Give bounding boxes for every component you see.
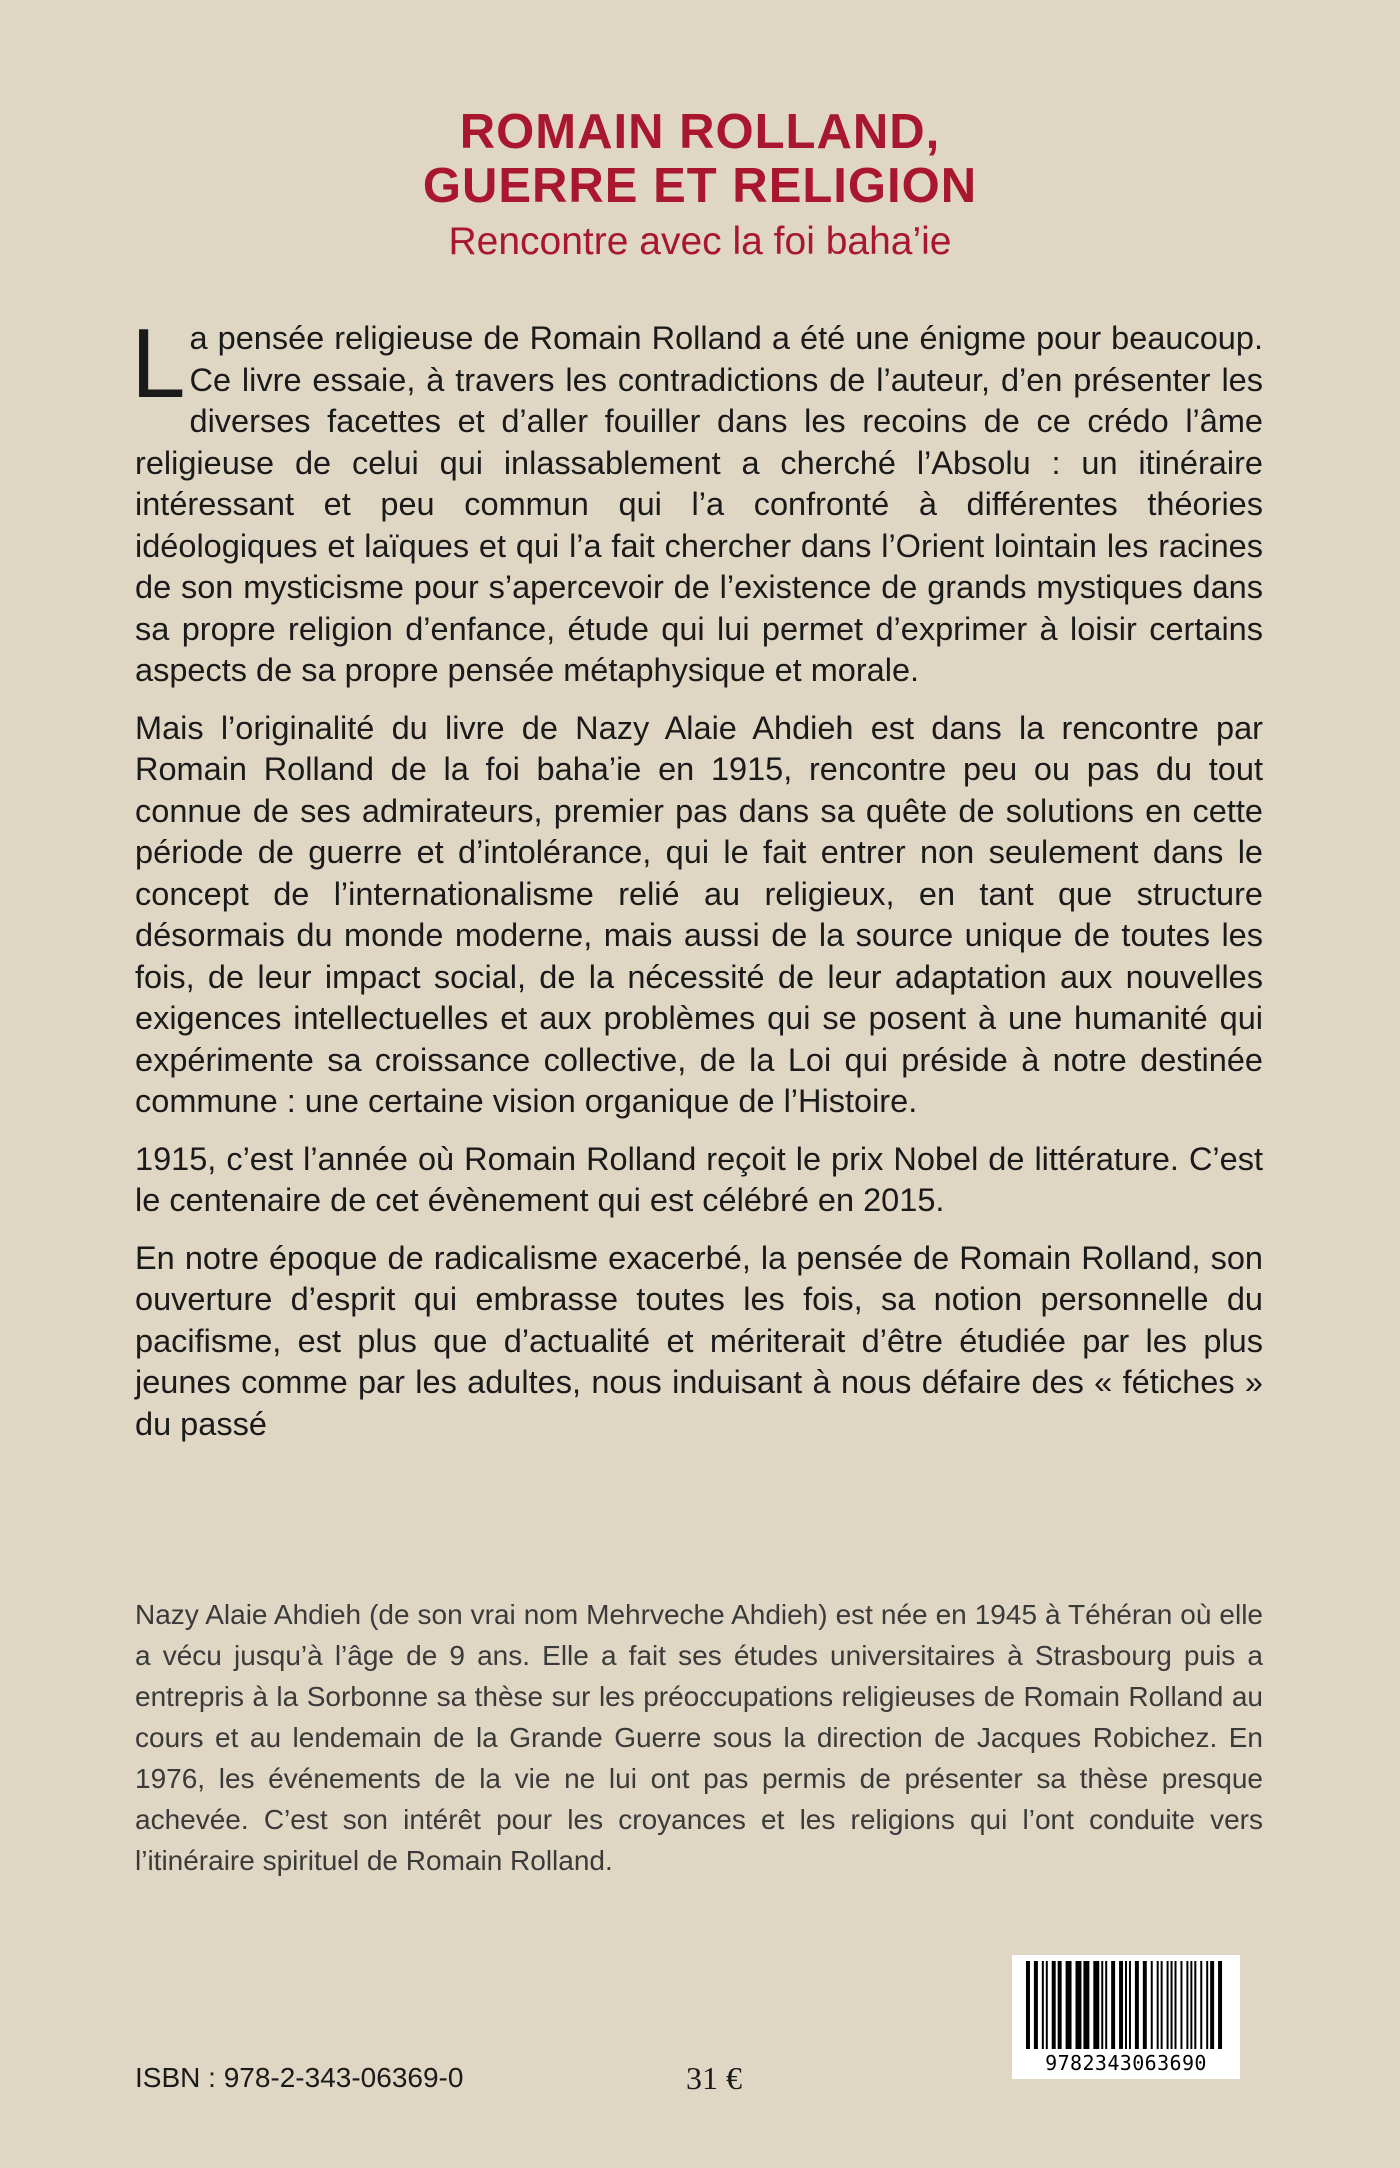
subtitle: Rencontre avec la foi baha’ie bbox=[448, 220, 952, 263]
price-label: 31 € bbox=[686, 2060, 742, 2096]
paragraph-2: Mais l’originalité du livre de Nazy Alaie Ahdieh est dans la rencontre par Romain Rolland de la foi baha’ie en 1915, rencontre peu ou pas du tout connue de ses admirateurs, premier pas dans sa quête de solutions en cette période de guerre et d’intolérance, qui le fait entrer non seulement dans le concept de l’internationalisme relié au religieux, en tant que structure désormais du monde moderne, mais aussi de la source unique de toutes les fois, de leur impact social, de la nécessité de leur adaptation aux nouvelles exigences intellectuelles et aux problèmes qui se posent à une humanité qui expérimente sa croissance collective, de la Loi qui préside à notre destinée commune : une certaine vision organique de l’Histoire. bbox=[135, 709, 1263, 1119]
barcode-bar bbox=[1171, 1961, 1173, 2049]
barcode bbox=[1012, 1955, 1240, 2079]
paragraph-1-text: a pensée religieuse de Romain Rolland a été une énigme pour beaucoup. Ce livre essaie, à travers les contradictions de l’auteur, d’en présenter les diverses facettes et d’aller fouiller dans les recoins de ce crédo l’âme religieuse de celui qui inlassablement a cherché l’Absolu : un itinéraire intéressant et peu commun qui l’a confronté à différentes théories idéologiques et laïques et qui l’a fait chercher dans l’Orient lointain les racines de son mysticisme pour s’apercevoir de l’existence de grands mystiques dans sa propre religion d’enfance, étude qui lui permet d’exprimer à loisir certains aspects de sa propre pensée métaphysique et morale. bbox=[135, 320, 1263, 688]
barcode-bar bbox=[1157, 1961, 1159, 2049]
drop-cap: L bbox=[131, 308, 186, 418]
barcode-bar bbox=[1066, 1961, 1072, 2049]
barcode-bar bbox=[1129, 1961, 1131, 2049]
barcode-bar bbox=[1026, 1961, 1030, 2049]
barcode-bar bbox=[1119, 1961, 1123, 2049]
barcode-bars bbox=[1026, 1961, 1226, 2051]
barcode-bar bbox=[1143, 1961, 1147, 2049]
barcode-bar bbox=[1218, 1961, 1222, 2049]
paragraph-4: En notre époque de radicalisme exacerbé, la pensée de Romain Rolland, son ouverture d’esprit qui embrasse toutes les fois, sa notion personnelle du pacifisme, est plus que d’actualité et mériterait d’être étudiée par les plus jeunes comme par les adultes, nous induisant à nous défaire des « fétiches » du passé bbox=[135, 1239, 1263, 1442]
paragraph-1 bbox=[131, 308, 1263, 692]
isbn-label: ISBN : 978-2-343-06369-0 bbox=[135, 2062, 464, 2093]
barcode-bar bbox=[1111, 1961, 1115, 2049]
title-block bbox=[0, 105, 1400, 267]
title-line-1: ROMAIN ROLLAND, bbox=[459, 105, 941, 159]
barcode-bar bbox=[1135, 1961, 1139, 2049]
barcode-bar bbox=[1076, 1961, 1082, 2049]
title-line-2: GUERRE ET RELIGION bbox=[422, 159, 978, 213]
barcode-bar bbox=[1052, 1961, 1056, 2049]
barcode-digits: 9782343063690 bbox=[1045, 2051, 1207, 2075]
barcode-bar bbox=[1093, 1961, 1099, 2049]
barcode-bar bbox=[1105, 1961, 1107, 2049]
barcode-bar bbox=[1210, 1961, 1214, 2049]
barcode-bar bbox=[1200, 1961, 1202, 2049]
barcode-bar bbox=[1206, 1961, 1208, 2049]
barcode-bar bbox=[1101, 1961, 1103, 2049]
blurb-text bbox=[131, 308, 1263, 1461]
barcode-bar bbox=[1180, 1961, 1182, 2049]
barcode-bar bbox=[1186, 1961, 1188, 2049]
barcode-bar bbox=[1175, 1961, 1177, 2049]
barcode-bar bbox=[1190, 1961, 1192, 2049]
barcode-bar bbox=[1161, 1961, 1163, 2049]
barcode-bar bbox=[1151, 1961, 1153, 2049]
barcode-bar bbox=[1194, 1961, 1196, 2049]
barcode-bar bbox=[1083, 1961, 1089, 2049]
paragraph-3: 1915, c’est l’année où Romain Rolland reçoit le prix Nobel de littérature. C’est le centenaire de cet évènement qui est célébré en 2015. bbox=[135, 1140, 1263, 1218]
barcode-bar bbox=[1042, 1961, 1044, 2049]
author-bio bbox=[135, 1594, 1263, 1881]
barcode-bar bbox=[1058, 1961, 1062, 2049]
barcode-bar bbox=[1125, 1961, 1127, 2049]
barcode-bar bbox=[1167, 1961, 1169, 2049]
barcode-bar bbox=[1034, 1961, 1038, 2049]
barcode-bar bbox=[1046, 1961, 1048, 2049]
author-bio-text: Nazy Alaie Ahdieh (de son vrai nom Mehrveche Ahdieh) est née en 1945 à Téhéran où elle a vécu jusqu’à l’âge de 9 ans. Elle a fait ses études universitaires à Strasbourg puis a entrepris à la Sorbonne sa thèse sur les préoccupations religieuses de Romain Rolland au cours et au lendemain de la Grande Guerre sous la direction de Jacques Robichez. En 1976, les événements de la vie ne lui ont pas permis de présenter sa thèse presque achevée. C’est son intérêt pour les croyances et les religions qui l’ont conduite vers l’itinéraire spirituel de Romain Rolland. bbox=[135, 1599, 1263, 1876]
